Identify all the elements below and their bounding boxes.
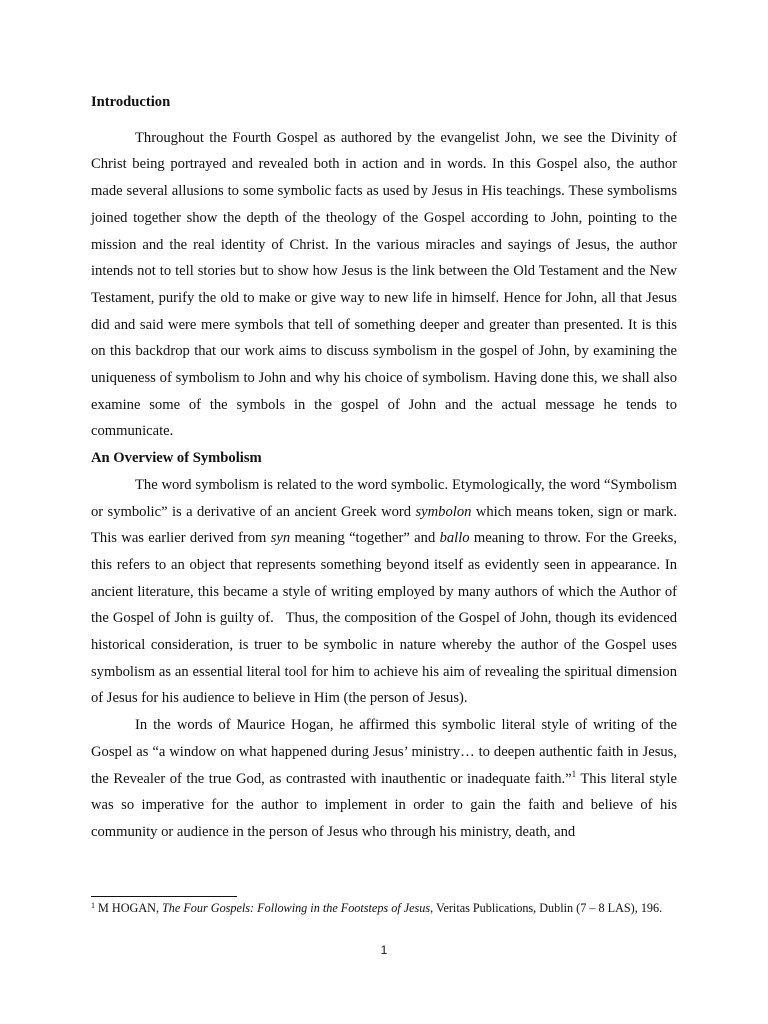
footnote-divider [91,896,237,897]
hogan-text-2: This literal style was so imperative for the author to implement in order to gain the faith and believe of his community or audience in the person of Jesus who through his ministry, death, and [91,770,677,840]
hogan-text-1: In the words of Maurice Hogan, he affirmed this symbolic literal style of writing of the Gospel as “a window on what happened during Jesus’ ministry… to deepen authentic faith in Jesus, the Revealer of the true God, as contrasted with inauthentic or inadequate faith.” [91,717,677,787]
overview-text-1: The word symbolism is related to the word symbolic. Etymologically, the word “Symbolism or symbolic” is a derivative of an ancient Greek word [91,476,677,520]
footnote-publication: , Veritas Publications, Dublin (7 – 8 LAS), 196. [430,901,663,915]
footnote-title: The Four Gospels: Following in the Footsteps of Jesus [162,901,431,915]
footnote-author: M HOGAN, [95,901,163,915]
overview-italic-syn: syn [270,530,291,547]
overview-text-2: which means token, sign or mark. This was earlier derived from [91,503,677,547]
heading-introduction: Introduction [91,94,171,110]
heading-overview: An Overview of Symbolism [91,450,262,467]
page-number: 1 [380,943,388,957]
paragraph-hogan [91,712,677,846]
paragraph-overview [91,472,677,712]
overview-italic-ballo: ballo [439,530,470,547]
footnote [91,900,677,916]
overview-text-4: meaning to throw. For the Greeks, this refers to an object that represents something beyond itself as evidently seen in appearance. In ancient literature, this became a style of writing employed by many authors of which the Author of the Gospel of John is guilty of. Thus, the composition of the Gospel of John, though its evidenced historical consideration, is truer to be symbolic in nature whereby the author of the Gospel uses symbolism as an essential literal tool for him to achieve his aim of revealing the spiritual dimension of Jesus for his audience to believe in Him (the person of Jesus). [91,530,677,707]
paragraph-introduction: Throughout the Fourth Gospel as authored by the evangelist John, we see the Divinity of Christ being portrayed and revealed both in action and in words. In this Gospel also, the author made several allusions to some symbolic facts as used by Jesus in His teachings. These symbolisms joined together show the depth of the theology of the Gospel according to John, pointing to the mission and the real identity of Christ. In the various miracles and sayings of Jesus, the author intends not to tell stories but to show how Jesus is the link between the Old Testament and the New Testament, purify the old to make or give way to new life in himself. Hence for John, all that Jesus did and said were mere symbols that tell of something deeper and greater than presented. It is this on this backdrop that our work aims to discuss symbolism in the gospel of John, by examining the uniqueness of symbolism to John and why his choice of symbolism. Having done this, we shall also examine some of the symbols in the gospel of John and the actual message he tends to communicate. [91,129,677,440]
overview-italic-symbolon: symbolon [415,503,472,520]
overview-text-3: meaning “together” and [290,530,440,547]
body-text [91,89,677,846]
footnote-reference[interactable]: 1 [571,768,577,779]
footnote-number: 1 [91,901,95,910]
